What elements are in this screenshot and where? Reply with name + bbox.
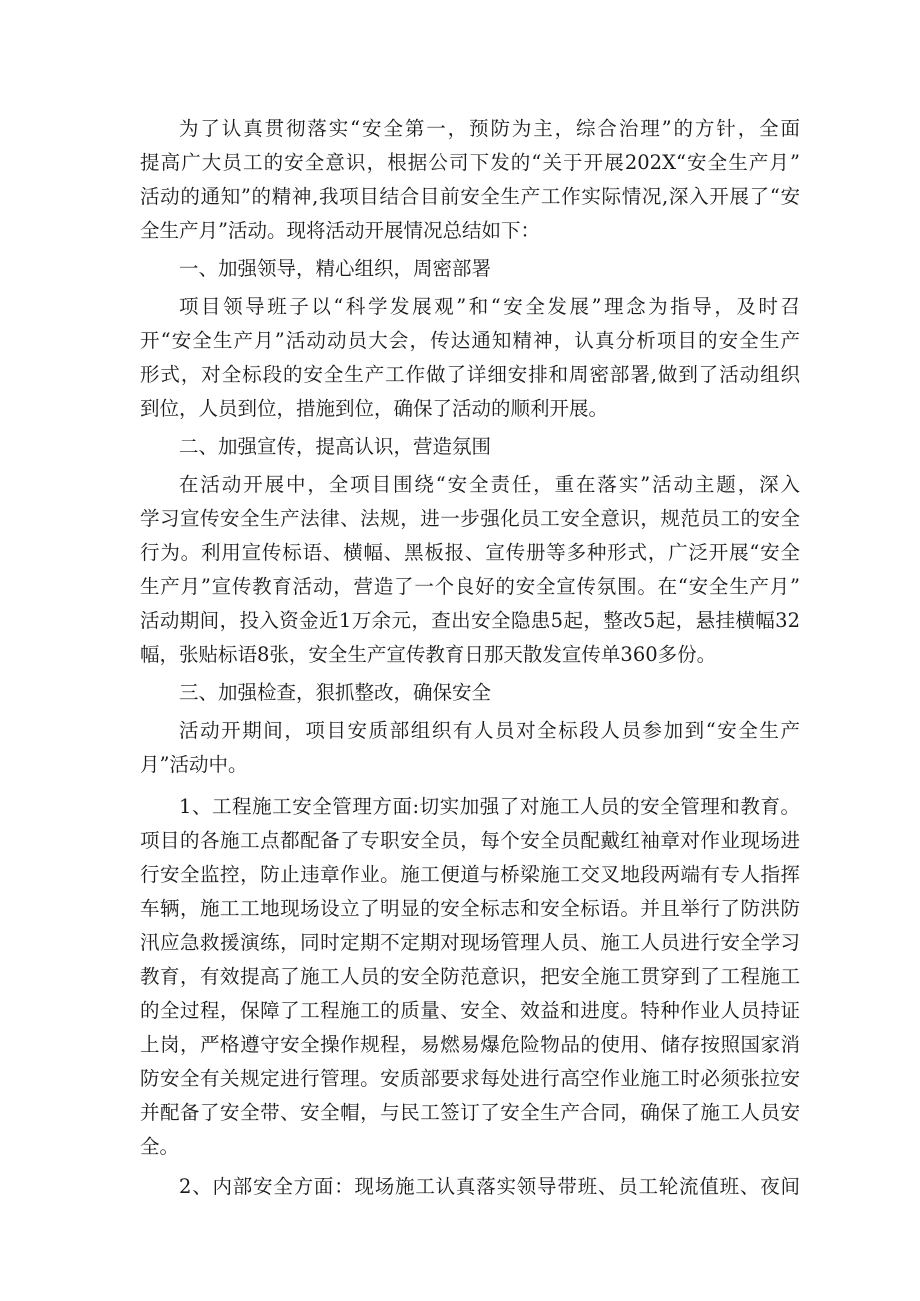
paragraph-line: 汛应急救援演练，同时定期不定期对现场管理人员、施工人员进行安全学习	[140, 931, 800, 954]
section-heading: 三、加强检查，狠抓整改，确保安全	[179, 681, 492, 704]
paragraph-line: 2、内部安全方面：现场施工认真落实领导带班、员工轮流值班、夜间	[179, 1175, 800, 1198]
paragraph-line: 全生产月”活动。现将活动开展情况总结如下：	[140, 219, 540, 242]
paragraph-line: 活动的通知”的精神,我项目结合目前安全生产工作实际情况,深入开展了“安	[140, 185, 800, 208]
paragraph-line: 学习宣传安全生产法律、法规，进一步强化员工安全意识，规范员工的安全	[140, 507, 800, 530]
paragraph-line: 生产月”宣传教育活动，营造了一个良好的安全宣传氛围。在“安全生产月”	[140, 575, 800, 598]
paragraph-line: 全。	[140, 1135, 180, 1158]
paragraph-line: 提高广大员工的安全意识，根据公司下发的“关于开展202X“安全生产月”	[140, 151, 800, 174]
paragraph-line: 幅，张贴标语8张，安全生产宣传教育日那天散发宣传单360多份。	[140, 643, 717, 666]
paragraph-line: 活动开期间，项目安质部组织有人员对全标段人员参加到“安全生产	[179, 719, 800, 742]
paragraph-line: 行安全监控，防止违章作业。施工便道与桥梁施工交叉地段两端有专人指挥	[140, 863, 800, 886]
section-heading: 一、加强领导，精心组织，周密部署	[179, 257, 492, 280]
paragraph-line: 教育，有效提高了施工人员的安全防范意识，把安全施工贯穿到了工程施工	[140, 965, 800, 988]
paragraph-line: 项目的各施工点都配备了专职安全员，每个安全员配戴红袖章对作业现场进	[140, 829, 800, 852]
paragraph-line: 1、工程施工安全管理方面:切实加强了对施工人员的安全管理和教育。	[179, 795, 800, 818]
paragraph-line: 月”活动中。	[140, 753, 248, 776]
paragraph-line: 上岗，严格遵守安全操作规程，易燃易爆危险物品的使用、储存按照国家消	[140, 1033, 800, 1056]
paragraph-line: 车辆，施工工地现场设立了明显的安全标志和安全标语。并且举行了防洪防	[140, 897, 800, 920]
paragraph-line: 形式，对全标段的安全生产工作做了详细安排和周密部署,做到了活动组织	[140, 363, 800, 386]
paragraph-line: 到位，人员到位，措施到位，确保了活动的顺利开展。	[140, 397, 609, 420]
paragraph-line: 并配备了安全带、安全帽，与民工签订了安全生产合同，确保了施工人员安	[140, 1101, 800, 1124]
paragraph-line: 为了认真贯彻落实“安全第一，预防为主，综合治理”的方针，全面	[179, 117, 800, 140]
section-heading: 二、加强宣传，提高认识，营造氛围	[179, 435, 492, 458]
paragraph-line: 防安全有关规定进行管理。安质部要求每处进行高空作业施工时必须张拉安	[140, 1067, 800, 1090]
paragraph-line: 开“安全生产月”活动动员大会，传达通知精神，认真分析项目的安全生产	[140, 329, 800, 352]
paragraph-line: 活动期间，投入资金近1万余元，查出安全隐患5起，整改5起，悬挂横幅32	[140, 609, 800, 632]
paragraph-line: 的全过程，保障了工程施工的质量、安全、效益和进度。特种作业人员持证	[140, 999, 800, 1022]
paragraph-line: 行为。利用宣传标语、横幅、黑板报、宣传册等多种形式，广泛开展“安全	[140, 541, 800, 564]
paragraph-line: 项目领导班子以“科学发展观”和“安全发展”理念为指导，及时召	[179, 295, 800, 318]
paragraph-line: 在活动开展中，全项目围绕“安全责任，重在落实”活动主题，深入	[179, 473, 800, 496]
